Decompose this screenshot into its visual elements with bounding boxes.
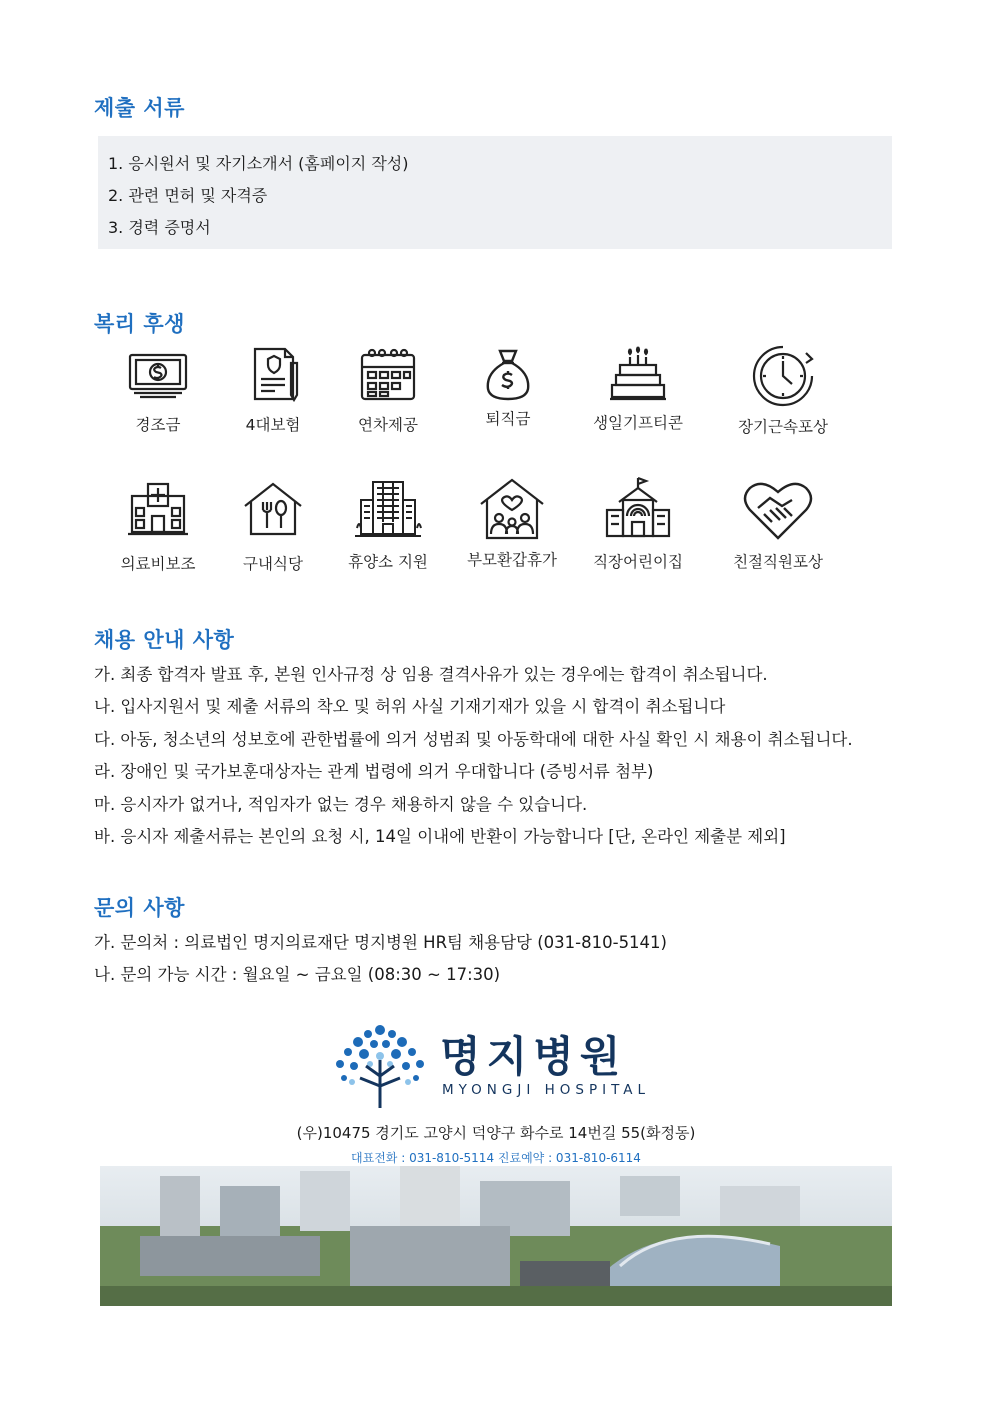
clock-icon [750, 343, 816, 409]
notice-item: 바. 응시자 제출서류는 본인의 요청 시, 14일 이내에 반환이 가능합니다 [단, 온라인 제출분 제외] [94, 827, 786, 846]
insurance-document-icon [241, 345, 305, 403]
benefit-label: 직장어린이집 [593, 553, 683, 571]
handshake-heart-icon [740, 478, 816, 542]
benefit-label: 경조금 [135, 416, 181, 434]
notice-item: 가. 최종 합격자 발표 후, 본원 인사규정 상 임용 결격사유가 있는 경우에는 합격이 취소됩니다. [94, 665, 768, 684]
contact-item: 나. 문의 가능 시간 : 월요일 ~ 금요일 (08:30 ~ 17:30) [94, 965, 501, 984]
benefit-label: 부모환갑휴가 [467, 551, 557, 569]
contact-heading: 문의 사항 [94, 896, 185, 920]
logo-korean-name: 명지병원 [440, 1032, 627, 1081]
benefit-item [100, 345, 216, 435]
resort-building-icon [353, 478, 423, 540]
notice-item: 다. 아동, 청소년의 성보호에 관한법률에 의거 성범죄 및 아동학대에 대한 사실 확인 시 채용이 취소됩니다. [94, 730, 853, 749]
benefit-item [215, 345, 331, 435]
documents-list [98, 136, 892, 249]
benefit-item [330, 478, 446, 572]
hospital-address: (우)10475 경기도 고양시 덕양구 화수로 14번길 55(화정동) [296, 1124, 696, 1142]
logo-english-name: MYONGJI HOSPITAL [442, 1082, 651, 1098]
money-bag-icon [476, 345, 540, 403]
calendar-icon [356, 345, 420, 403]
benefit-item [450, 345, 566, 429]
benefit-label: 4대보험 [245, 416, 301, 434]
hospital-phones: 대표전화 : 031-810-5114 진료예약 : 031-810-6114 [351, 1151, 641, 1165]
benefit-item [580, 476, 696, 572]
list-item: 3. 경력 증명서 [108, 218, 211, 237]
benefit-item [725, 343, 841, 437]
notice-heading: 채용 안내 사항 [94, 628, 235, 652]
benefit-item [580, 345, 696, 433]
family-home-icon [477, 476, 547, 542]
tree-logo-icon [330, 1020, 430, 1110]
benefit-label: 생일기프티콘 [593, 414, 683, 432]
contact-item: 가. 문의처 : 의료법인 명지의료재단 명지병원 HR팀 채용담당 (031-810-5141) [94, 933, 667, 952]
benefit-label: 구내식당 [243, 555, 303, 573]
cafeteria-icon [241, 480, 305, 538]
notice-item: 나. 입사지원서 및 제출 서류의 착오 및 허위 사실 기재기재가 있을 시 합격이 취소됩니다 [94, 697, 726, 716]
benefit-item [100, 480, 216, 574]
benefit-label: 휴양소 지원 [348, 553, 428, 571]
benefit-label: 연차제공 [358, 416, 418, 434]
birthday-cake-icon [606, 345, 670, 403]
benefit-item [454, 476, 570, 570]
list-item: 2. 관련 면허 및 자격증 [108, 186, 268, 205]
benefit-item [720, 478, 836, 572]
benefits-heading: 복리 후생 [94, 312, 185, 336]
benefit-label: 의료비보조 [120, 555, 196, 573]
list-item: 1. 응시원서 및 자기소개서 (홈페이지 작성) [108, 154, 409, 173]
benefit-label: 장기근속포상 [738, 418, 828, 436]
benefit-label: 퇴직금 [485, 410, 531, 428]
benefit-item [330, 345, 446, 435]
notice-item: 라. 장애인 및 국가보훈대상자는 관계 법령에 의거 우대합니다 (증빙서류 첨부) [94, 762, 654, 781]
daycare-icon [603, 476, 673, 540]
benefit-label: 친절직원포상 [733, 553, 823, 571]
documents-heading: 제출 서류 [94, 96, 185, 120]
hospital-icon [126, 480, 190, 538]
notice-item: 마. 응시자가 없거나, 적임자가 없는 경우 채용하지 않을 수 있습니다. [94, 795, 588, 814]
benefit-item [215, 480, 331, 574]
cash-icon [126, 345, 190, 403]
hospital-aerial-photo [100, 1166, 892, 1306]
hospital-logo [330, 1020, 670, 1110]
